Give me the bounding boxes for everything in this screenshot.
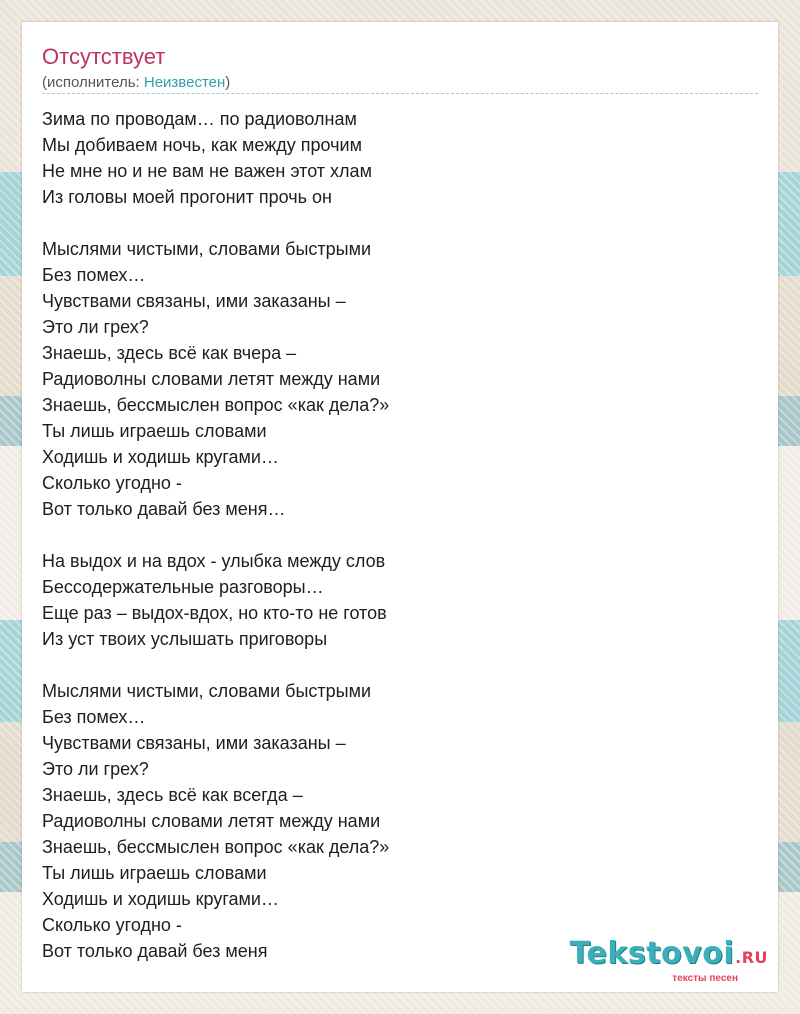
logo-wordmark <box>570 938 768 974</box>
song-title: Отсутствует <box>42 44 166 69</box>
artist-line <box>42 73 230 93</box>
artist-suffix: ) <box>225 74 231 91</box>
logo-tagline: тексты песен <box>672 973 738 984</box>
artist-prefix: (исполнитель: <box>42 74 144 91</box>
lyrics-text: Зима по проводам… по радиоволнам Мы добиваем ночь, как между прочим Не мне но и не вам не важен этот хлам Из головы моей прогонит прочь он Мыслями чистыми, словами быстрыми Без помех… Чувствами связаны, ими заказаны – Это ли грех? Знаешь, здесь всё как вчера – Радиоволны словами летят между нами Знаешь, бессмыслен вопрос «как дела?» Ты лишь играешь словами Ходишь и ходишь кругами… Сколько угодно - Вот только давай без меня… На выдох и на вдох - улыбка между слов Бессодержательные разговоры… Еще раз – выдох-вдох, но кто-то не готов Из уст твоих услышать приговоры Мыслями чистыми, словами быстрыми Без помех… Чувствами связаны, ими заказаны – Это ли грех? Знаешь, здесь всё как всегда – Радиоволны словами летят между нами Знаешь, бессмыслен вопрос «как дела?» Ты лишь играешь словами Ходишь и ходишь кругами… Сколько угодно - Вот только давай без меня <box>42 109 390 961</box>
logo-tld: .RU <box>735 948 768 967</box>
site-logo[interactable] <box>570 938 768 984</box>
lyrics-card <box>22 22 778 992</box>
logo-name: Tekstovoi <box>569 936 735 971</box>
artist-link[interactable]: Неизвестен <box>143 74 226 91</box>
title-divider <box>42 93 758 94</box>
